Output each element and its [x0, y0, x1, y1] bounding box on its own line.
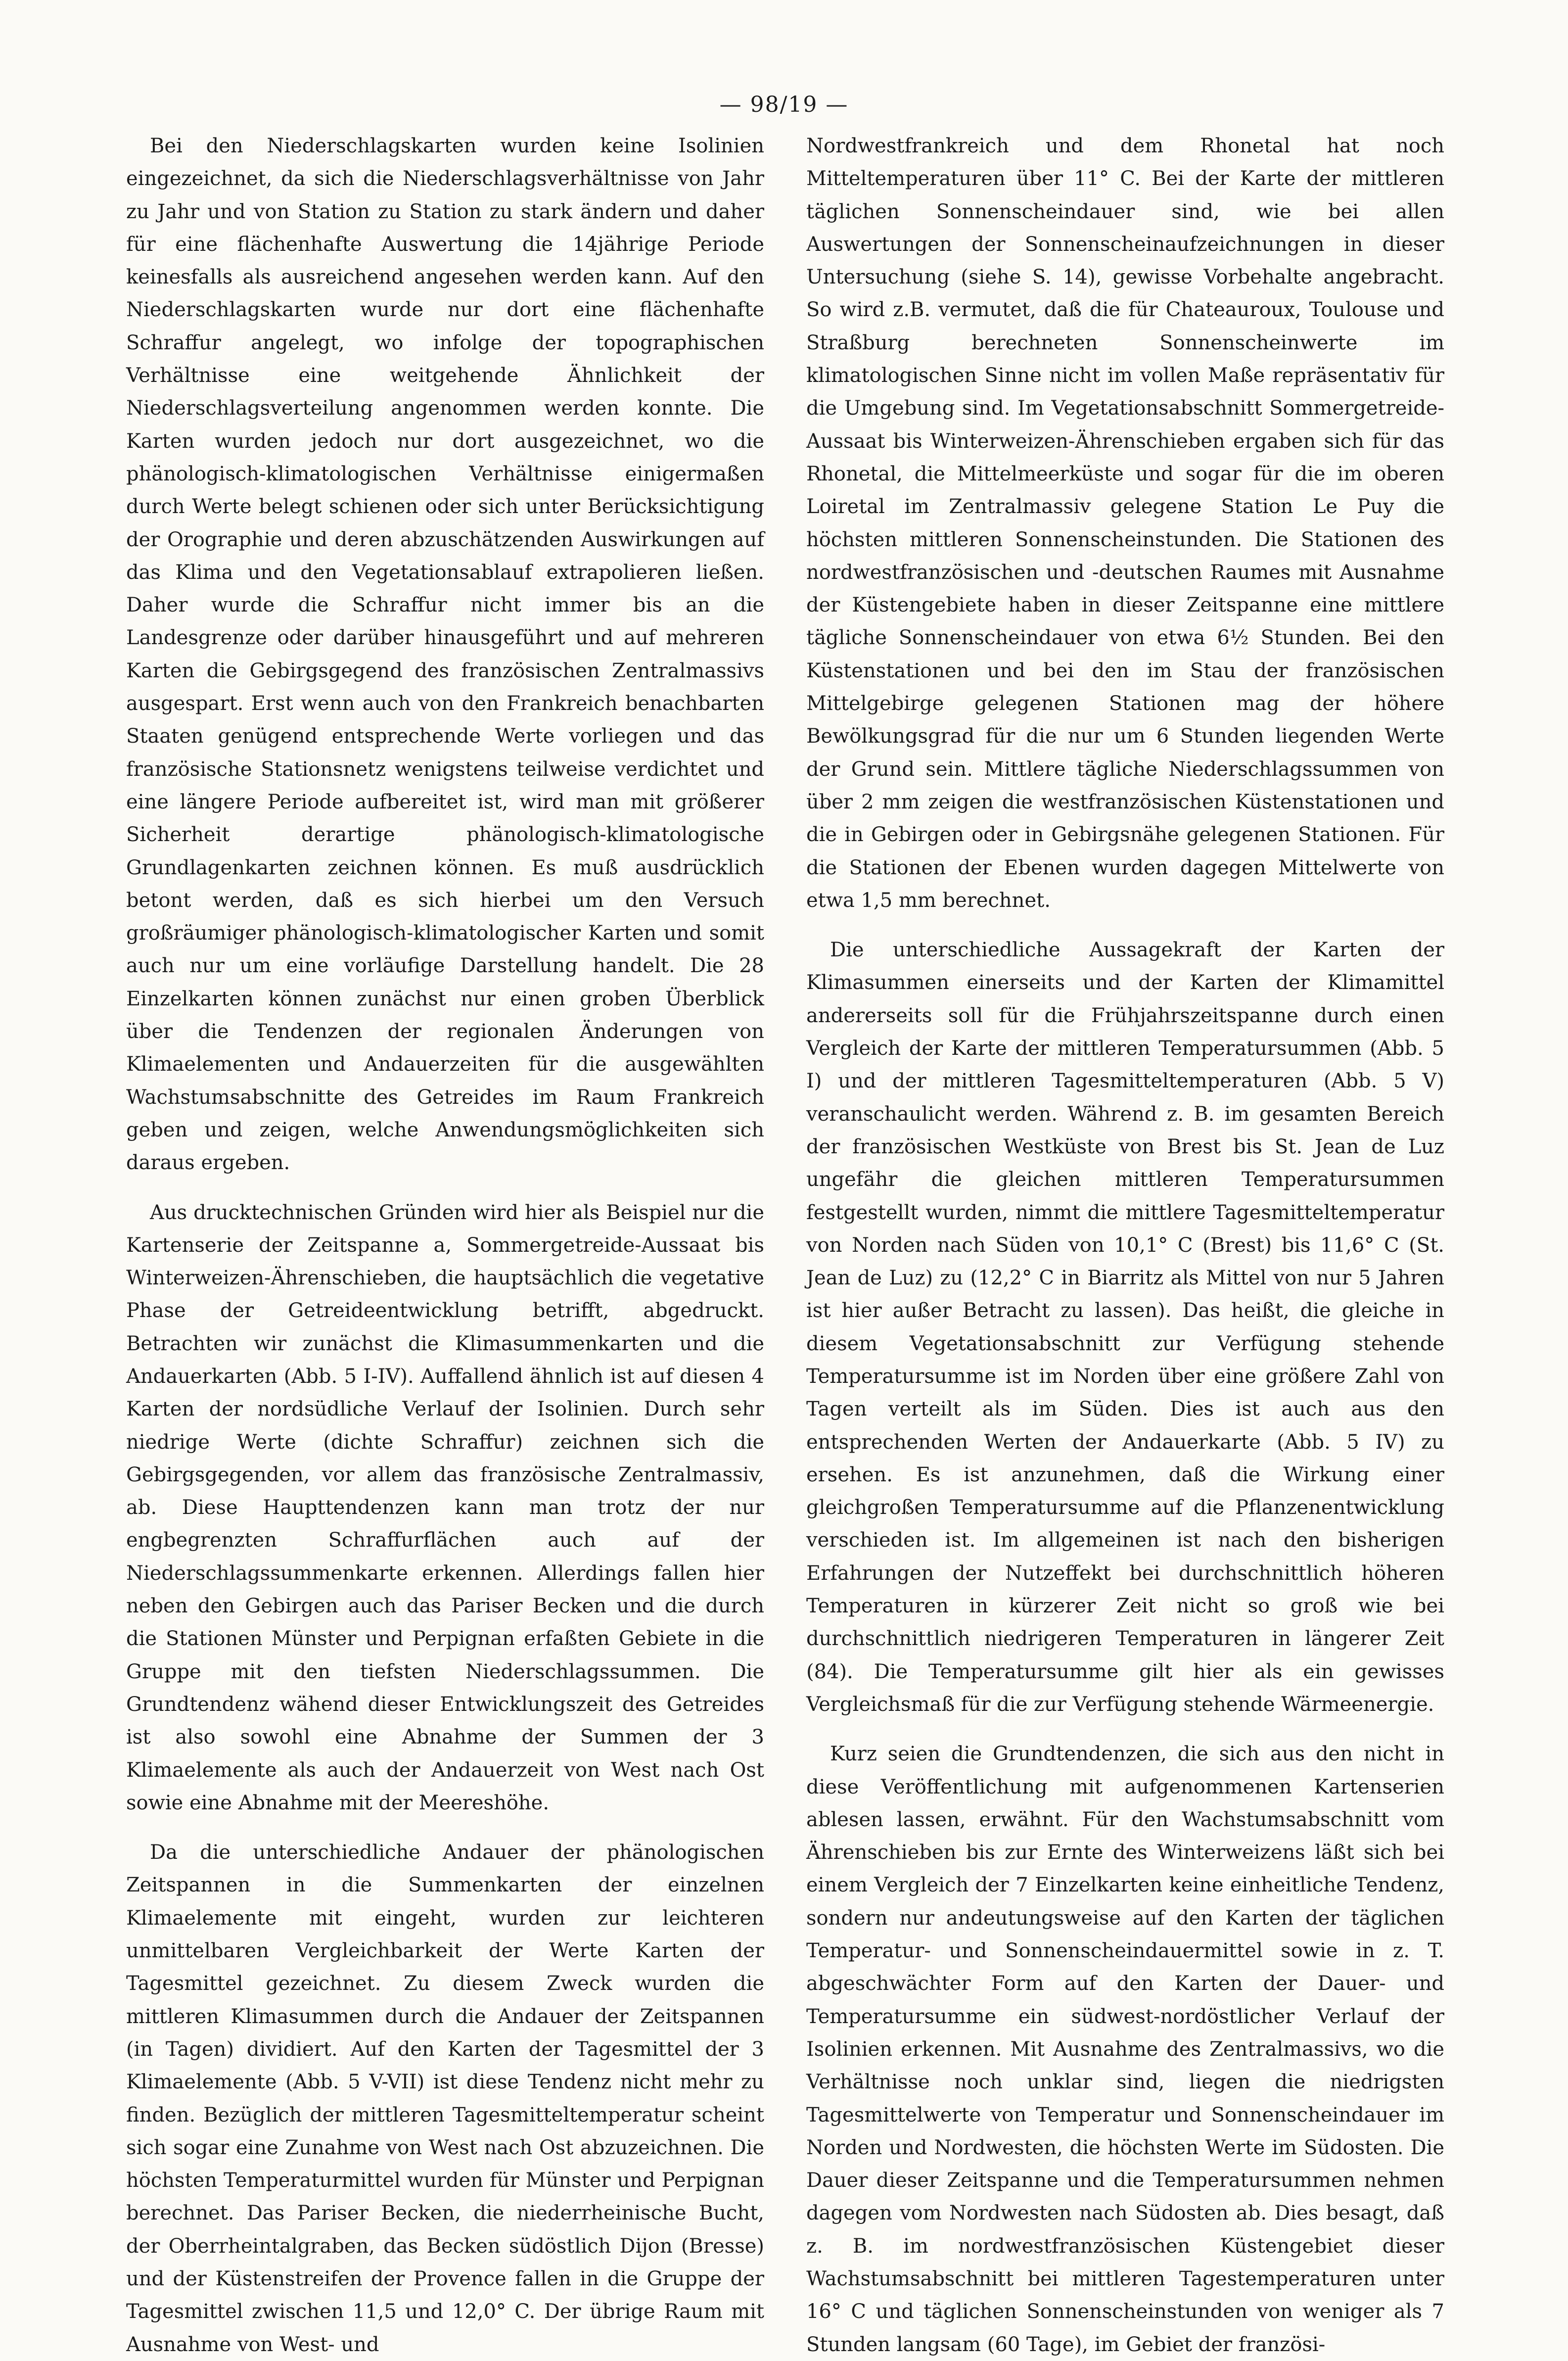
page-number: — 98/19 — [719, 92, 849, 117]
paragraph: Kurz seien die Grundtendenzen, die sich aus den nicht in diese Veröffentlichung mit aufgenommenen Kartenserien ablesen lassen, erwähnt. Für den Wachstumsabschnitt vom Ährenschieben bis zur Ernte des Winterweizens läßt sich bei einem Vergleich der 7 Einzelkarten keine einheitliche Tendenz, sondern nur andeutungsweise auf den Karten der täglichen Temperatur- und Sonnenscheindauermittel sowie in z. T. abgeschwächter Form auf den Karten der Dauer- und Temperatursumme ein südwest-nordöstlicher Verlauf der Isolinien erkennen. Mit Ausnahme des Zentralmassivs, wo die Verhältnisse noch unklar sind, liegen die niedrigsten Tagesmittelwerte von Temperatur und Sonnenscheindauer im Norden und Nordwesten, die höchsten Werte im Südosten. Die Dauer dieser Zeitspanne und die Temperatursummen nehmen dagegen vom Nordwesten nach Südosten ab. Dies besagt, daß z. B. im nordwestfranzösischen Küstengebiet dieser Wachstumsabschnitt bei mittleren Tagestemperaturen unter 16° C und täglichen Sonnenscheinstunden von weniger als 7 Stunden langsam (60 Tage), im Gebiet der französi- [806, 1743, 1444, 2356]
left-column [126, 130, 764, 2361]
paragraph: Bei den Niederschlagskarten wurden keine Isolinien eingezeichnet, da sich die Niederschlagsverhältnisse von Jahr zu Jahr und von Station zu Station zu stark ändern und daher für eine flächenhafte Auswertung die 14jährige Periode keinesfalls als ausreichend angesehen werden kann. Auf den Niederschlagskarten wurde nur dort eine flächenhafte Schraffur angelegt, wo infolge der topographischen Verhältnisse eine weitgehende Ähnlichkeit der Niederschlagsverteilung angenommen werden konnte. Die Karten wurden jedoch nur dort ausgezeichnet, wo die phänologisch-klimatologischen Verhältnisse einigermaßen durch Werte belegt schienen oder sich unter Berücksichtigung der Orographie und deren abzuschätzenden Auswirkungen auf das Klima und den Vegetationsablauf extrapolieren ließen. Daher wurde die Schraffur nicht immer bis an die Landesgrenze oder darüber hinausgeführt und auf mehreren Karten die Gebirgsgegend des französischen Zentralmassivs ausgespart. Erst wenn auch von den Frankreich benachbarten Staaten genügend entsprechende Werte vorliegen und das französische Stationsnetz wenigstens teilweise verdichtet und eine längere Periode aufbereitet ist, wird man mit größerer Sicherheit derartige phänologisch-klimatologische Grundlagenkarten zeichnen können. Es muß ausdrücklich betont werden, daß es sich hierbei um den Versuch großräumiger phänologisch-klimatologischer Karten und somit auch nur um eine vorläufige Darstellung handelt. Die 28 Einzelkarten können zunächst nur einen groben Überblick über die Tendenzen der regionalen Änderungen von Klimaelementen und Andauerzeiten für die ausgewählten Wachstumsabschnitte des Getreides im Raum Frankreich geben und zeigen, welche Anwendungsmöglichkeiten sich daraus ergeben. [126, 135, 764, 1175]
paragraph-continued: Nordwestfrankreich und dem Rhonetal hat noch Mitteltemperaturen über 11° C. Bei der Karte der mittleren täglichen Sonnenscheindauer sind, wie bei allen Auswertungen der Sonnenscheinaufzeichnungen in dieser Untersuchung (siehe S. 14), gewisse Vorbehalte angebracht. So wird z.B. vermutet, daß die für Chateauroux, Toulouse und Straßburg berechneten Sonnenscheinwerte im klimatologischen Sinne nicht im vollen Maße repräsentativ für die Umgebung sind. Im Vegetationsabschnitt Sommergetreide-Aussaat bis Winterweizen-Ährenschieben ergaben sich für das Rhonetal, die Mittelmeerküste und sogar für die im oberen Loiretal im Zentralmassiv gelegene Station Le Puy die höchsten mittleren Sonnenscheinstunden. Die Stationen des nordwestfranzösischen und -deutschen Raumes mit Ausnahme der Küstengebiete haben in dieser Zeitspanne eine mittlere tägliche Sonnenscheindauer von etwa 6½ Stunden. Bei den Küstenstationen und bei den im Stau der französischen Mittelgebirge gelegenen Stationen mag der höhere Bewölkungsgrad für die nur um 6 Stunden liegenden Werte der Grund sein. Mittlere tägliche Niederschlagssummen von über 2 mm zeigen die westfranzösischen Küstenstationen und die in Gebirgen oder in Gebirgsnähe gelegenen Stationen. Für die Stationen der Ebenen wurden dagegen Mittelwerte von etwa 1,5 mm berechnet. [806, 135, 1444, 912]
paragraph: Da die unterschiedliche Andauer der phänologischen Zeitspannen in die Summenkarten der einzelnen Klimaelemente mit eingeht, wurden zur leichteren unmittelbaren Vergleichbarkeit der Werte Karten der Tagesmittel gezeichnet. Zu diesem Zweck wurden die mittleren Klimasummen durch die Andauer der Zeitspannen (in Tagen) dividiert. Auf den Karten der Tagesmittel der 3 Klimaelemente (Abb. 5 V-VII) ist diese Tendenz nicht mehr zu finden. Bezüglich der mittleren Tagesmitteltemperatur scheint sich sogar eine Zunahme von West nach Ost abzuzeichnen. Die höchsten Temperaturmittel wurden für Münster und Perpignan berechnet. Das Pariser Becken, die niederrheinische Bucht, der Oberrheintalgraben, das Becken südöstlich Dijon (Bresse) und der Küstenstreifen der Provence fallen in die Gruppe der Tagesmittel zwischen 11,5 und 12,0° C. Der übrige Raum mit Ausnahme von West- und [126, 1841, 764, 2356]
paragraph: Die unterschiedliche Aussagekraft der Karten der Klimasummen einerseits und der Karten der Klimamittel andererseits soll für die Frühjahrszeitspanne durch einen Vergleich der Karte der mittleren Temperatursummen (Abb. 5 I) und der mittleren Tagesmitteltemperaturen (Abb. 5 V) veranschaulicht werden. Während z. B. im gesamten Bereich der französischen Westküste von Brest bis St. Jean de Luz ungefähr die gleichen mittleren Temperatursummen festgestellt wurden, nimmt die mittlere Tagesmitteltemperatur von Norden nach Süden von 10,1° C (Brest) bis 11,6° C (St. Jean de Luz) zu (12,2° C in Biarritz als Mittel von nur 5 Jahren ist hier außer Betracht zu lassen). Das heißt, die gleiche in diesem Vegetationsabschnitt zur Verfügung stehende Temperatursumme ist im Norden über eine größere Zahl von Tagen verteilt als im Süden. Dies ist auch aus den entsprechenden Werten der Andauerkarte (Abb. 5 IV) zu ersehen. Es ist anzunehmen, daß die Wirkung einer gleichgroßen Temperatursumme auf die Pflanzenentwicklung verschieden ist. Im allgemeinen ist nach den bisherigen Erfahrungen der Nutzeffekt bei durchschnittlich höheren Temperaturen in kürzerer Zeit nicht so groß wie bei durchschnittlich niedrigeren Temperaturen in längerer Zeit (84). Die Temperatursumme gilt hier als ein gewisses Vergleichsmaß für die zur Verfügung stehende Wärmeenergie. [806, 939, 1444, 1716]
paragraph: Aus drucktechnischen Gründen wird hier als Beispiel nur die Kartenserie der Zeitspanne a, Sommergetreide-Aussaat bis Winterweizen-Ährenschieben, die hauptsächlich die vegetative Phase der Getreideentwicklung betrifft, abgedruckt. Betrachten wir zunächst die Klimasummenkarten und die Andauerkarten (Abb. 5 I-IV). Auffallend ähnlich ist auf diesen 4 Karten der nordsüdliche Verlauf der Isolinien. Durch sehr niedrige Werte (dichte Schraffur) zeichnen sich die Gebirgsgegenden, vor allem das französische Zentralmassiv, ab. Diese Haupttendenzen kann man trotz der nur engbegrenzten Schraffurflächen auch auf der Niederschlagssummenkarte erkennen. Allerdings fallen hier neben den Gebirgen auch das Pariser Becken und die durch die Stationen Münster und Perpignan erfaßten Gebiete in die Gruppe mit den tiefsten Niederschlagssummen. Die Grundtendenz wähend dieser Entwicklungszeit des Getreides ist also sowohl eine Abnahme der Summen der 3 Klimaelemente als auch der Andauerzeit von West nach Ost sowie eine Abnahme mit der Meereshöhe. [126, 1201, 764, 1814]
right-column [806, 130, 1444, 2361]
